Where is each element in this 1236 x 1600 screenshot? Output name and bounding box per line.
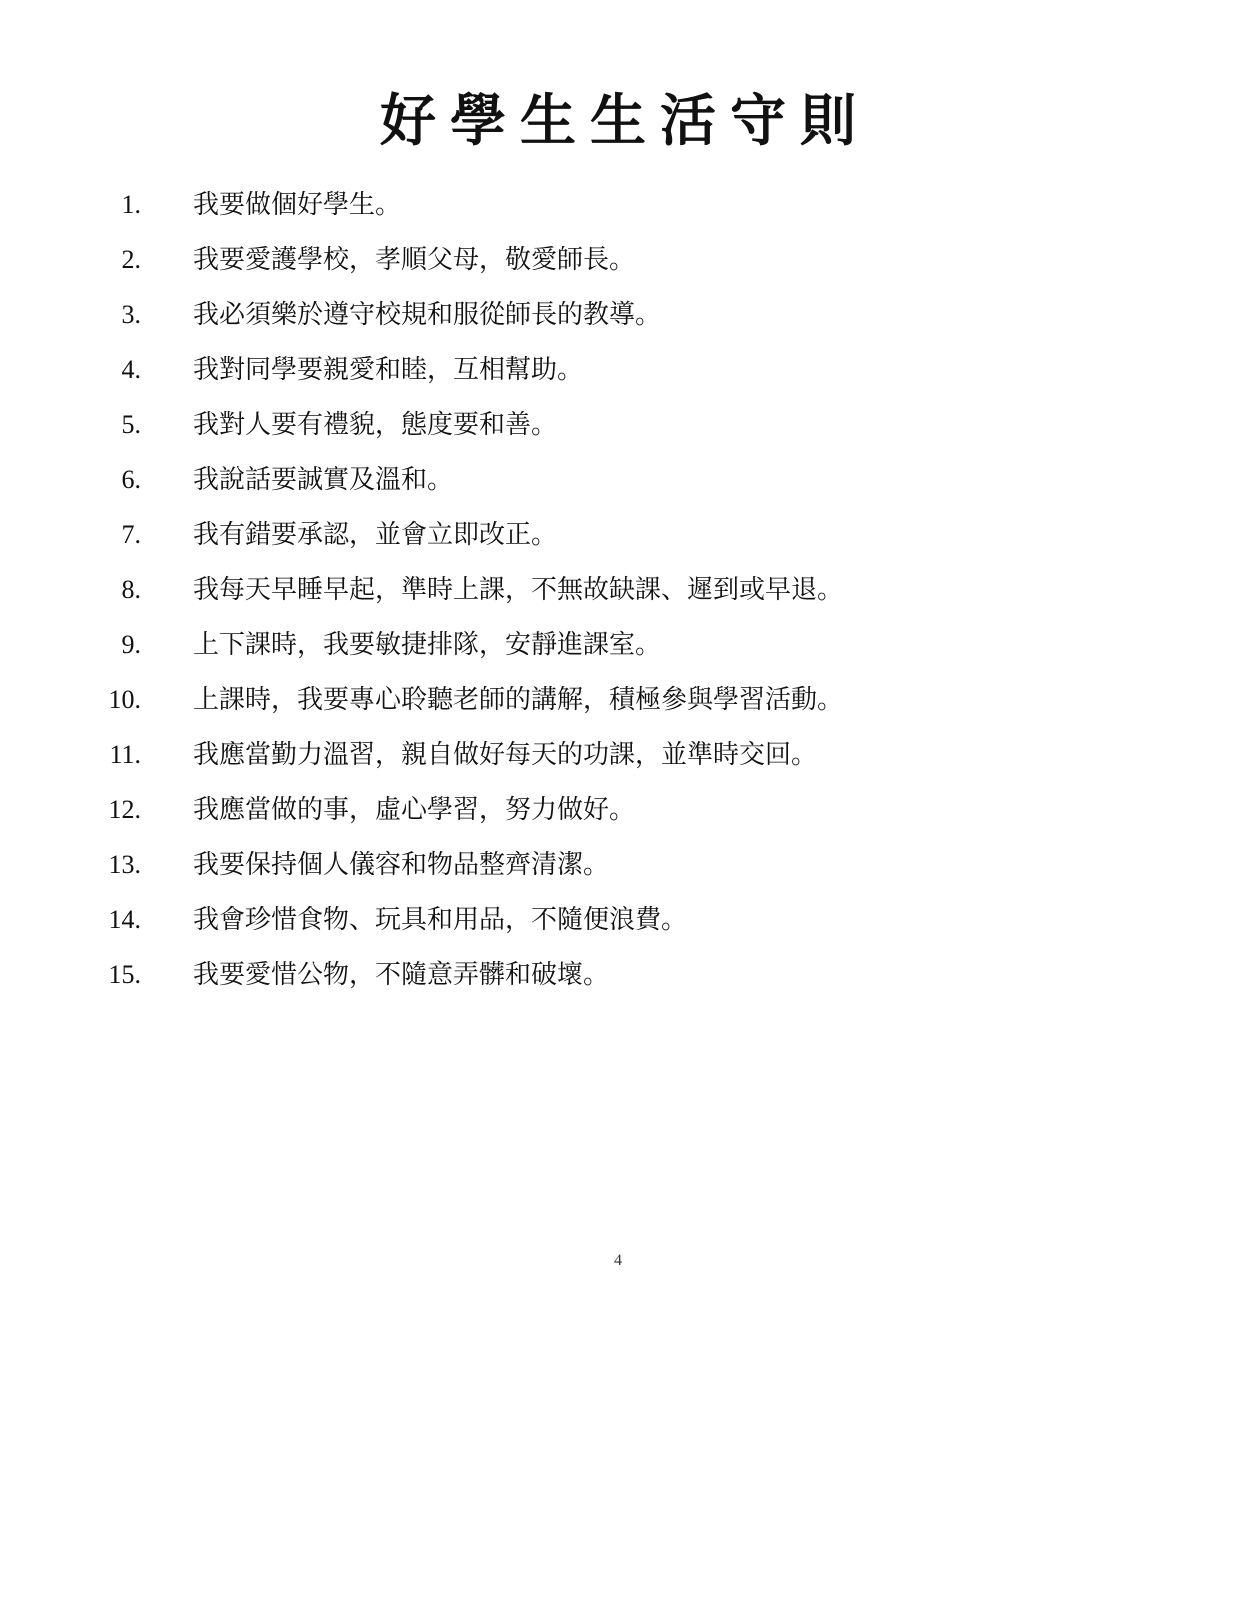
list-item xyxy=(0,677,1236,732)
rule-text: 上下課時，我要敏捷排隊，安靜進課室。 xyxy=(193,630,662,660)
rule-text: 我要保持個人儀容和物品整齊清潔。 xyxy=(193,850,610,880)
list-item xyxy=(0,732,1236,787)
rule-text: 我對同學要親愛和睦，互相幫助。 xyxy=(193,355,584,385)
rule-number: 7. xyxy=(121,520,141,549)
list-item xyxy=(0,512,1236,567)
list-item xyxy=(0,292,1236,347)
page-number: 4 xyxy=(614,1252,622,1269)
rule-text: 我要愛惜公物，不隨意弄髒和破壞。 xyxy=(193,960,610,990)
list-item xyxy=(0,952,1236,1007)
rules-list xyxy=(0,182,1236,1007)
list-item xyxy=(0,897,1236,952)
rule-number: 1. xyxy=(121,190,141,219)
rule-number: 10. xyxy=(108,685,141,714)
rule-number: 8. xyxy=(121,575,141,604)
rule-number: 4. xyxy=(121,355,141,384)
rule-number: 9. xyxy=(121,630,141,659)
rule-number: 14. xyxy=(108,905,141,934)
rule-number: 13. xyxy=(108,850,141,879)
rule-text: 我說話要誠實及溫和。 xyxy=(193,465,454,495)
list-item xyxy=(0,787,1236,842)
rule-number: 2. xyxy=(121,245,141,274)
rule-text: 我有錯要承認，並會立即改正。 xyxy=(193,520,558,550)
list-item xyxy=(0,622,1236,677)
list-item xyxy=(0,347,1236,402)
rule-number: 3. xyxy=(121,300,141,329)
rule-number: 11. xyxy=(109,740,141,769)
page-title: 好學生生活守則 xyxy=(380,89,870,154)
rule-text: 我應當勤力溫習，親自做好每天的功課，並準時交回。 xyxy=(193,740,818,770)
rule-text: 我對人要有禮貌，態度要和善。 xyxy=(193,410,558,440)
list-item xyxy=(0,457,1236,512)
rule-text: 我每天早睡早起，準時上課，不無故缺課、遲到或早退。 xyxy=(193,575,844,605)
list-item xyxy=(0,237,1236,292)
list-item xyxy=(0,182,1236,237)
rule-text: 我必須樂於遵守校規和服從師長的教導。 xyxy=(193,300,662,330)
rule-text: 上課時，我要專心聆聽老師的講解，積極參與學習活動。 xyxy=(193,685,844,715)
rule-text: 我要做個好學生。 xyxy=(193,190,402,220)
list-item xyxy=(0,567,1236,622)
rule-number: 6. xyxy=(121,465,141,494)
rule-text: 我會珍惜食物、玩具和用品，不隨便浪費。 xyxy=(193,905,688,935)
list-item xyxy=(0,402,1236,457)
rule-number: 12. xyxy=(108,795,141,824)
rule-text: 我應當做的事，虛心學習，努力做好。 xyxy=(193,795,636,825)
rule-number: 15. xyxy=(108,960,141,989)
rule-text: 我要愛護學校，孝順父母，敬愛師長。 xyxy=(193,245,636,275)
rule-number: 5. xyxy=(121,410,141,439)
list-item xyxy=(0,842,1236,897)
